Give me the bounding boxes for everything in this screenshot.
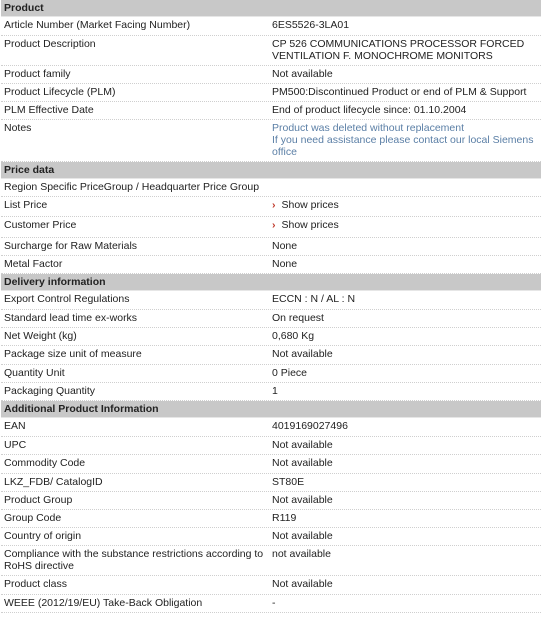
table-row	[1, 291, 541, 310]
row-value: R119	[272, 512, 297, 524]
row-value: None	[272, 240, 298, 252]
row-label: Article Number (Market Facing Number)	[4, 19, 191, 31]
row-label: Commodity Code	[4, 457, 86, 469]
row-value: On request	[272, 312, 324, 324]
table-row	[1, 36, 541, 66]
row-label: Compliance with the substance restrictions according to RoHS directive	[4, 548, 264, 572]
row-label: PLM Effective Date	[4, 104, 94, 116]
row-label: Customer Price	[4, 219, 77, 231]
show-prices-link[interactable]	[269, 197, 541, 216]
table-row	[1, 197, 541, 217]
row-label: Quantity Unit	[4, 367, 65, 379]
row-label: Net Weight (kg)	[4, 330, 77, 342]
table-row	[1, 383, 541, 401]
row-value: Not available	[272, 348, 333, 360]
table-row	[1, 217, 541, 238]
table-row	[1, 256, 541, 274]
table-row	[1, 455, 541, 474]
row-label: Product Lifecycle (PLM)	[4, 86, 116, 98]
table-row	[1, 17, 541, 36]
row-label: Product Description	[4, 38, 96, 50]
show-prices-link[interactable]	[269, 217, 541, 237]
row-value: PM500:Discontinued Product or end of PLM & Support	[272, 86, 527, 98]
row-value	[269, 179, 541, 196]
row-value: ECCN : N / AL : N	[272, 293, 356, 305]
table-row	[1, 310, 541, 328]
row-label: Surcharge for Raw Materials	[4, 240, 138, 252]
row-label: Product family	[4, 68, 71, 80]
row-label: LKZ_FDB/ CatalogID	[4, 476, 103, 488]
row-label: EAN	[4, 420, 26, 432]
row-label: Country of origin	[4, 530, 82, 542]
row-label: Product Group	[4, 494, 73, 506]
chevron-right-icon: ›	[272, 219, 276, 231]
row-value: 1	[272, 385, 278, 397]
row-value: Not available	[272, 439, 333, 451]
row-value: Not available	[272, 578, 333, 590]
table-row	[1, 328, 541, 346]
section-header: Delivery information	[1, 274, 541, 291]
row-label: Notes	[4, 122, 32, 134]
table-row	[1, 474, 541, 492]
table-row	[1, 510, 541, 528]
row-value: not available	[272, 548, 331, 560]
table-row	[1, 418, 541, 437]
table-row	[1, 365, 541, 383]
product-data-table	[1, 0, 541, 613]
table-row	[1, 346, 541, 365]
table-row	[1, 528, 541, 546]
show-prices-label: Show prices	[281, 199, 339, 211]
row-label: UPC	[4, 439, 27, 451]
row-label: Package size unit of measure	[4, 348, 142, 360]
section-header: Product	[1, 0, 541, 17]
table-row	[1, 84, 541, 102]
row-value: Not available	[272, 494, 333, 506]
row-label: List Price	[4, 199, 48, 211]
row-value: 0 Piece	[272, 367, 308, 379]
row-value: 6ES5526-3LA01	[272, 19, 350, 31]
row-value: 0,680 Kg	[272, 330, 315, 342]
row-label: WEEE (2012/19/EU) Take-Back Obligation	[4, 597, 203, 609]
table-row	[1, 66, 541, 84]
row-value: None	[272, 258, 298, 270]
table-row	[1, 576, 541, 595]
row-label: Standard lead time ex-works	[4, 312, 138, 324]
table-row	[1, 437, 541, 455]
table-row	[1, 546, 541, 576]
section-header: Price data	[1, 162, 541, 179]
table-row	[1, 120, 541, 162]
table-row	[1, 102, 541, 120]
row-value: 4019169027496	[272, 420, 348, 432]
row-value: Not available	[272, 68, 333, 80]
row-value: CP 526 COMMUNICATIONS PROCESSOR FORCED VENTILATION F. MONOCHROME MONITORS	[272, 38, 525, 62]
section-header: Additional Product Information	[1, 401, 541, 418]
row-value: ST80E	[272, 476, 305, 488]
row-value: -	[272, 597, 276, 609]
table-row	[1, 238, 541, 256]
row-label: Region Specific PriceGroup / Headquarter Price Group	[4, 181, 260, 193]
row-value: End of product lifecycle since: 01.10.2004	[272, 104, 467, 116]
notes-value: Product was deleted without replacement If you need assistance please contact our local Siemens office	[272, 122, 534, 158]
row-label: Product class	[4, 578, 68, 590]
row-label: Packaging Quantity	[4, 385, 96, 397]
row-value: Not available	[272, 457, 333, 469]
table-row	[1, 179, 541, 197]
row-value: Not available	[272, 530, 333, 542]
row-label: Group Code	[4, 512, 62, 524]
show-prices-label: Show prices	[281, 219, 339, 231]
chevron-right-icon: ›	[272, 199, 276, 211]
row-label: Metal Factor	[4, 258, 63, 270]
row-label: Export Control Regulations	[4, 293, 130, 305]
table-row	[1, 595, 541, 613]
table-row	[1, 492, 541, 510]
